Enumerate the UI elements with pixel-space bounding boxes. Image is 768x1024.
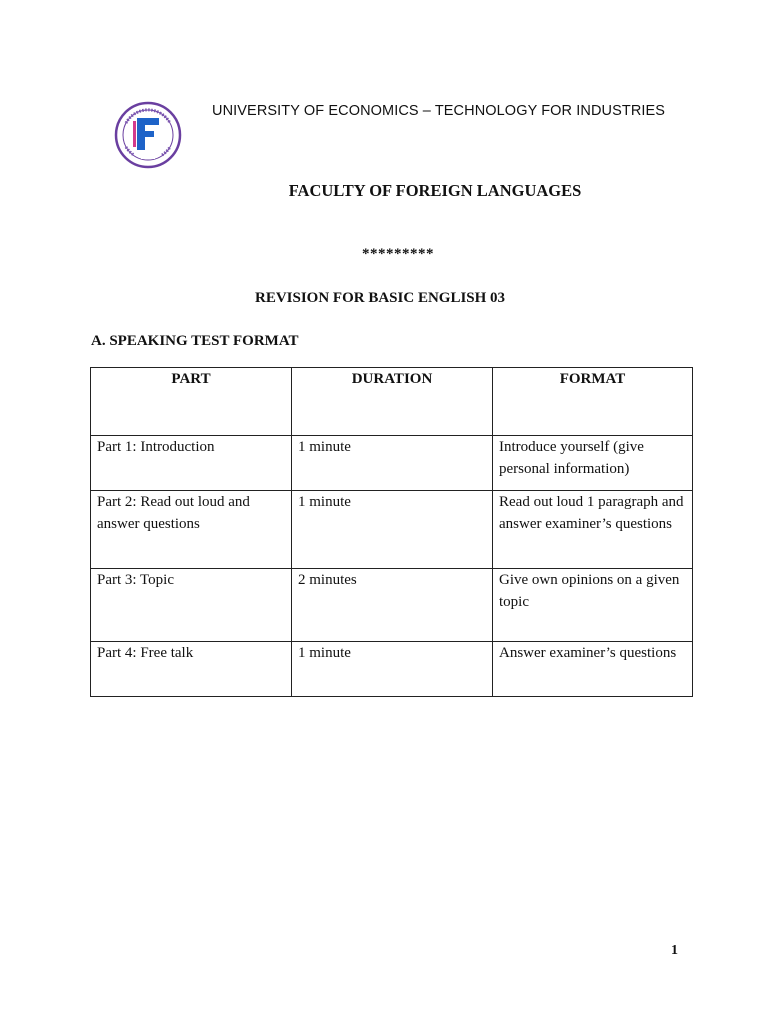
table-row <box>91 436 693 491</box>
cell-format: Introduce yourself (give personal information) <box>493 436 693 491</box>
header-format: FORMAT <box>493 368 693 436</box>
cell-format: Give own opinions on a given topic <box>493 569 693 642</box>
table-row <box>91 569 693 642</box>
table-header-row <box>91 368 693 436</box>
separator-stars: ********* <box>362 246 434 262</box>
header-part: PART <box>91 368 292 436</box>
cell-duration: 1 minute <box>292 642 493 697</box>
cell-format: Read out loud 1 paragraph and answer examiner’s questions <box>493 491 693 569</box>
cell-part: Part 2: Read out loud and answer questions <box>91 491 292 569</box>
speaking-test-table <box>90 367 693 697</box>
header-duration: DURATION <box>292 368 493 436</box>
university-logo <box>114 101 182 169</box>
cell-duration: 1 minute <box>292 436 493 491</box>
university-name: UNIVERSITY OF ECONOMICS – TECHNOLOGY FOR INDUSTRIES <box>212 103 666 119</box>
cell-part: Part 1: Introduction <box>91 436 292 491</box>
table-row <box>91 642 693 697</box>
cell-duration: 2 minutes <box>292 569 493 642</box>
university-logo-icon <box>114 101 182 169</box>
faculty-name: FACULTY OF FOREIGN LANGUAGES <box>288 181 582 200</box>
section-heading: A. SPEAKING TEST FORMAT <box>91 333 299 349</box>
page-number: 1 <box>671 943 678 958</box>
document-title: REVISION FOR BASIC ENGLISH 03 <box>255 290 506 306</box>
table-row <box>91 491 693 569</box>
cell-duration: 1 minute <box>292 491 493 569</box>
cell-format: Answer examiner’s questions <box>493 642 693 697</box>
cell-part: Part 3: Topic <box>91 569 292 642</box>
cell-part: Part 4: Free talk <box>91 642 292 697</box>
